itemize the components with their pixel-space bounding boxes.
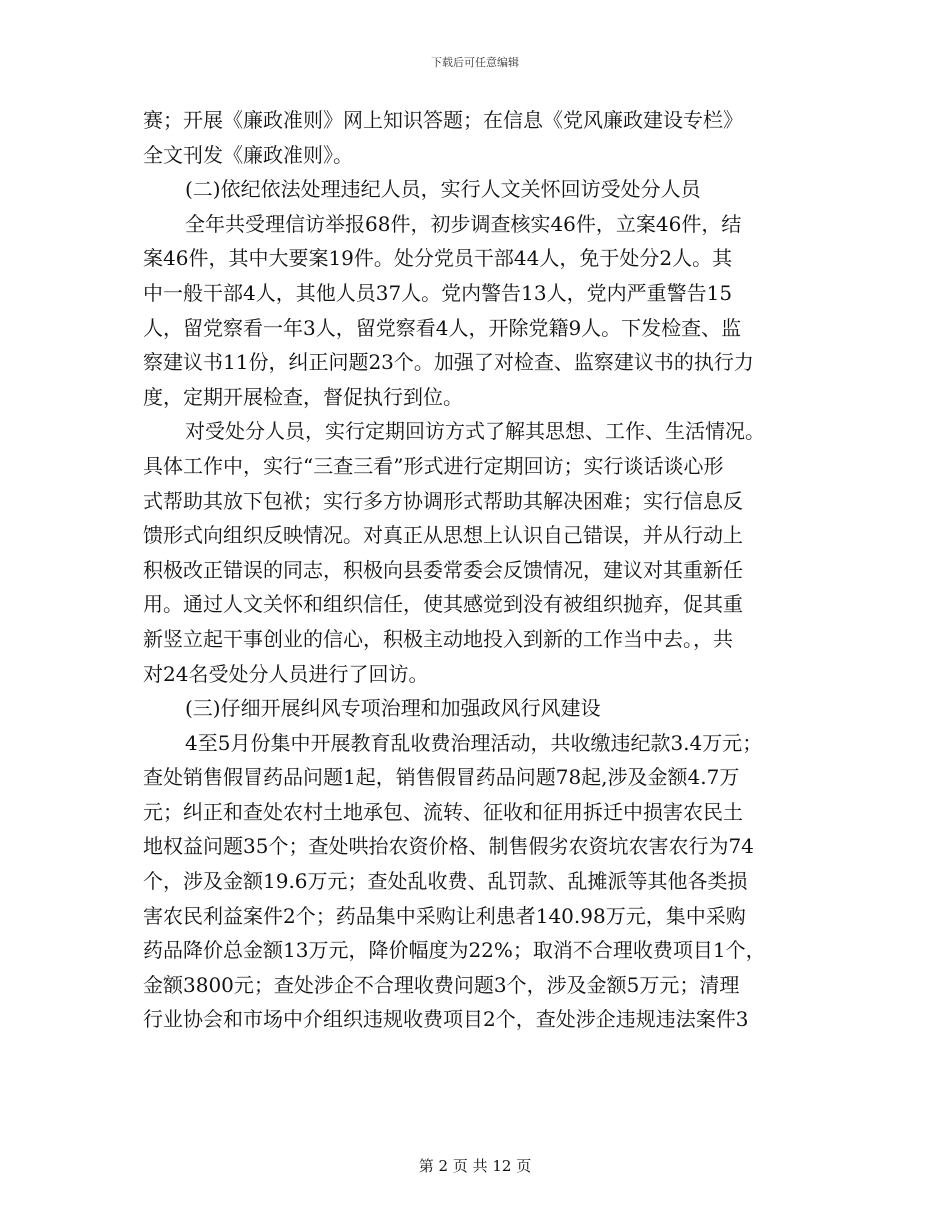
text-line: 地权益问题35个；查处哄抬农资价格、制售假劣农资坑农害农行为74 xyxy=(143,834,754,859)
text-line: 馈形式向组织反映情况。对真正从思想上认识自己错误，并从行动上 xyxy=(143,523,743,548)
text-line: 查处销售假冒药品问题1起，销售假冒药品问题78起,涉及金额4.7万 xyxy=(143,765,740,790)
text-line: 害农民利益案件2个；药品集中采购让利患者140.98万元，集中采购 xyxy=(143,903,746,928)
text-line: 中一般干部4人，其他人员37人。党内警告13人，党内严重警告15 xyxy=(143,280,733,305)
text-line: 察建议书11份，纠正问题23个。加强了对检查、监察建议书的执行力 xyxy=(143,350,754,375)
text-line: 人，留党察看一年3人，留党察看4人，开除党籍9人。下发检查、监 xyxy=(143,315,742,340)
page-header-note: 下载后可任意编辑 xyxy=(431,56,519,69)
text-line: 式帮助其放下包袱；实行多方协调形式帮助其解决困难；实行信息反 xyxy=(143,488,743,513)
text-line: 全年共受理信访举报68件，初步调查核实46件，立案46件，结 xyxy=(185,211,742,236)
text-line: 赛；开展《廉政准则》网上知识答题；在信息《党风廉政建设专栏》 xyxy=(143,108,743,132)
document-body xyxy=(143,103,823,1037)
text-line: (三)仔细开展纠风专项治理和加强政风行风建设 xyxy=(185,696,601,721)
text-line: (二)依纪依法处理违纪人员，实行人文关怀回访受处分人员 xyxy=(185,177,701,202)
page-number-footer: 第 2 页 共 12 页 xyxy=(418,1157,532,1175)
text-line: 对24名受处分人员进行了回访。 xyxy=(143,661,429,686)
text-line: 对受处分人员，实行定期回访方式了解其思想、工作、生活情况。 xyxy=(185,419,765,444)
text-line: 4至5月份集中开展教育乱收费治理活动，共收缴违纪款3.4万元； xyxy=(185,730,763,755)
text-line: 全文刊发《廉政准则》。 xyxy=(143,142,353,167)
text-line: 度，定期开展检查，督促执行到位。 xyxy=(143,384,463,409)
text-line: 新竖立起干事创业的信心，积极主动地投入到新的工作当中去。，共 xyxy=(143,626,733,651)
text-line: 个，涉及金额19.6万元；查处乱收费、乱罚款、乱摊派等其他各类损 xyxy=(143,869,748,894)
text-line: 元；纠正和查处农村土地承包、流转、征收和征用拆迁中损害农民土 xyxy=(143,799,743,824)
text-line: 案46件，其中大要案19件。处分党员干部44人，免于处分2人。其 xyxy=(143,246,733,271)
text-line: 积极改正错误的同志，积极向县委常委会反馈情况，建议对其重新任 xyxy=(143,557,743,582)
text-line: 用。通过人文关怀和组织信任，使其感觉到没有被组织抛弃，促其重 xyxy=(143,592,743,617)
text-line: 行业协会和市场中介组织违规收费项目2个，查处涉企违规违法案件3 xyxy=(143,1007,749,1032)
text-line: 药品降价总金额13万元，降价幅度为22%；取消不合理收费项目1个， xyxy=(143,938,766,963)
text-line: 具体工作中，实行“三查三看”形式进行定期回访；实行谈话谈心形 xyxy=(143,453,724,478)
text-line: 金额3800元；查处涉企不合理收费问题3个，涉及金额5万元；清理 xyxy=(143,972,740,997)
